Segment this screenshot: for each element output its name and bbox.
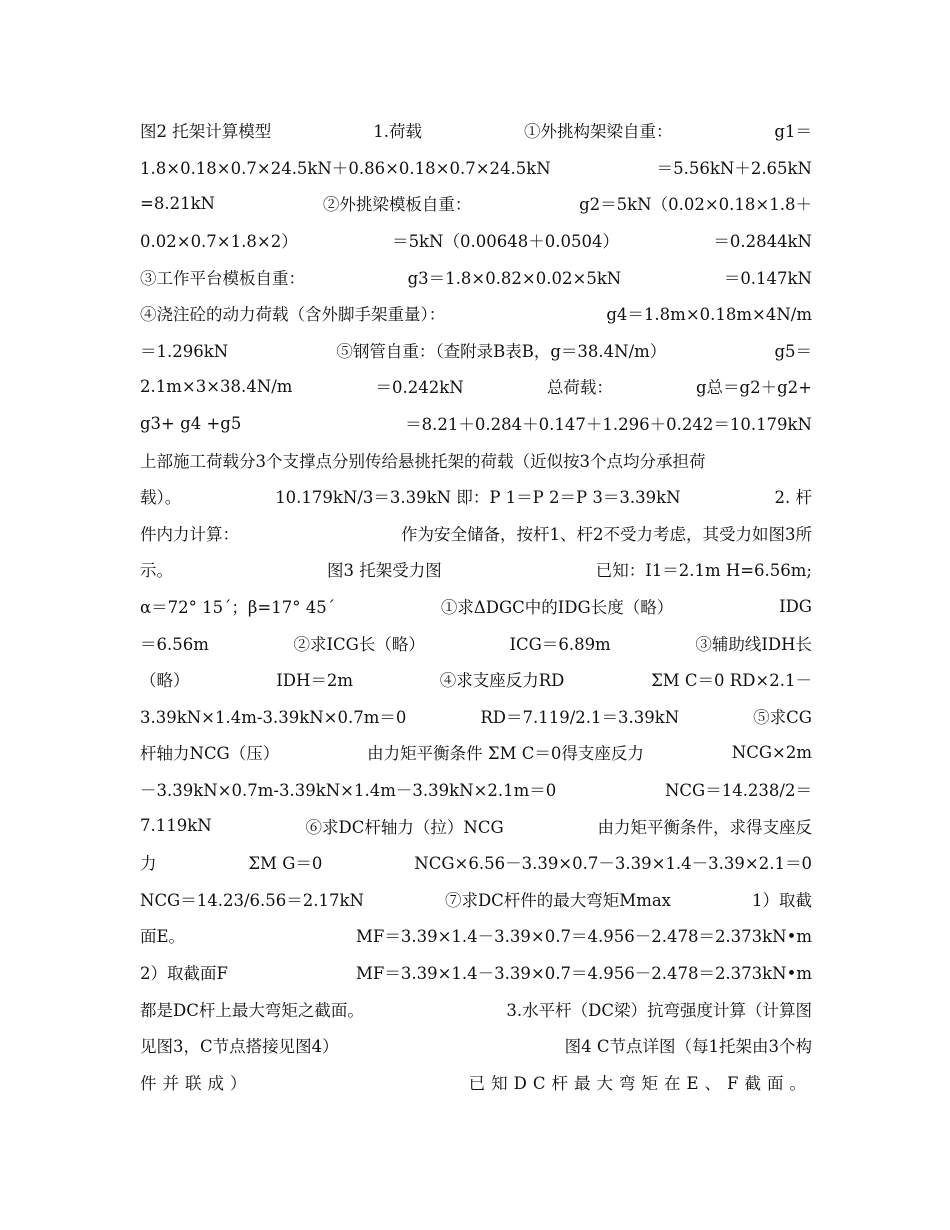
text-fragment: ＝5.56kN＋2.65kN — [656, 158, 812, 178]
text-fragment: 3.39kN×1.4m-3.39kN×0.7m＝0 — [140, 707, 407, 727]
text-fragment: ③辅助线IDH长 — [695, 634, 812, 654]
text-fragment: ⑥求DC杆轴力（拉）NCG — [305, 817, 504, 837]
text-fragment: ⑦求DC杆件的最大弯矩Mmax — [444, 890, 671, 910]
text-line — [140, 624, 812, 661]
text-fragment: 已知DC杆最大弯矩在E、F截面。 — [468, 1073, 812, 1093]
text-fragment: 见图3，C节点搭接见图4） — [140, 1037, 339, 1057]
text-fragment: 10.179kN/3＝3.39kN 即：P 1＝P 2＝P 3＝3.39kN — [275, 488, 681, 508]
text-fragment: g4＝1.8m×0.18m×4N/m — [606, 305, 812, 325]
text-line — [140, 880, 812, 917]
text-fragment: 作为安全储备，按杆1、杆2不受力考虑，其受力如图3所 — [401, 524, 812, 544]
text-fragment: 力 — [140, 854, 157, 874]
text-fragment: 2）取截面F — [140, 963, 228, 983]
text-fragment: NCG×6.56－3.39×0.7－3.39×1.4－3.39×2.1＝0 — [414, 854, 812, 874]
text-fragment: IDG — [779, 596, 812, 616]
text-line — [140, 515, 812, 552]
text-fragment: ⑤求CG — [753, 707, 812, 727]
text-line — [140, 917, 812, 954]
text-fragment: NCG＝14.238/2＝ — [664, 780, 812, 800]
text-fragment: =8.21kN — [140, 193, 215, 213]
text-fragment: 上部施工荷载分3个支撑点分别传给悬挑托架的荷载（近似按3个点均分承担荷 — [140, 451, 706, 471]
text-fragment: ＝8.21＋0.284＋0.147＋1.296＋0.242＝10.179kN — [405, 415, 812, 435]
text-fragment: 由力矩平衡条件，求得支座反 — [597, 817, 812, 837]
text-fragment: ＝5kN（0.00648＋0.0504） — [392, 232, 619, 252]
text-fragment: α＝72° 15´；β=17° 45´ — [140, 598, 335, 618]
text-line — [140, 990, 812, 1027]
text-fragment: ＝0.2844kN — [713, 232, 812, 252]
text-fragment: NCG×2m — [731, 742, 812, 762]
text-fragment: （略） — [140, 671, 190, 691]
text-fragment: ④求支座反力RD — [439, 671, 565, 691]
text-fragment: 3.水平杆（DC梁）抗弯强度计算（计算图 — [506, 1000, 812, 1020]
text-fragment: g1＝ — [774, 122, 812, 142]
text-fragment: g2＝5kN（0.02×0.18×1.8＋ — [579, 195, 812, 215]
text-line — [140, 441, 812, 478]
text-fragment: g总＝g2＋g2+ — [695, 378, 812, 398]
text-line — [140, 954, 812, 991]
text-line — [140, 734, 812, 771]
text-fragment: ②外挑梁模板自重： — [322, 195, 472, 215]
text-fragment: 面E。 — [140, 927, 186, 947]
text-fragment: 2. 杆 — [774, 488, 812, 508]
text-fragment: 示。 — [140, 561, 173, 581]
text-fragment: 1.荷载 — [373, 122, 422, 142]
text-fragment: 2.1m×3×38.4N/m — [140, 376, 293, 396]
text-fragment: －3.39kN×0.7m-3.39kN×1.4m－3.39kN×2.1m＝0 — [140, 780, 557, 800]
text-line — [140, 332, 812, 369]
text-fragment: 图3 托架受力图 — [326, 561, 442, 581]
text-line — [140, 112, 812, 149]
text-fragment: RD＝7.119/2.1＝3.39kN — [480, 707, 680, 727]
text-fragment: ＝0.147kN — [723, 268, 812, 288]
text-line — [140, 258, 812, 295]
text-line — [140, 368, 812, 405]
text-line — [140, 1063, 812, 1100]
text-line — [140, 844, 812, 881]
text-fragment: 件并联成） — [140, 1073, 253, 1093]
text-fragment: 由力矩平衡条件 ΣM C＝0得支座反力 — [367, 744, 644, 764]
text-fragment: MF＝3.39×1.4－3.39×0.7＝4.956－2.478＝2.373kN•m — [356, 963, 812, 983]
text-fragment: g3＝1.8×0.82×0.02×5kN — [407, 268, 622, 288]
text-fragment: 总荷载： — [546, 378, 613, 398]
text-fragment: 图2 托架计算模型 — [140, 122, 272, 142]
text-fragment: 1）取截 — [752, 890, 812, 910]
text-fragment: 都是DC杆上最大弯矩之截面。 — [140, 1000, 364, 1020]
text-fragment: 1.8×0.18×0.7×24.5kN＋0.86×0.18×0.7×24.5kN — [140, 158, 551, 178]
text-fragment: 件内力计算： — [140, 524, 239, 544]
text-fragment: 0.02×0.7×1.8×2） — [140, 232, 298, 252]
text-fragment: ΣM C＝0 RD×2.1－ — [651, 671, 812, 691]
text-line — [140, 295, 812, 332]
text-line — [140, 478, 812, 515]
text-fragment: ⑤钢管自重：（查附录B表B，g＝38.4N/m） — [336, 341, 667, 361]
text-fragment: ＝1.296kN — [140, 341, 229, 361]
text-fragment: ＝6.56m — [140, 634, 209, 654]
text-line — [140, 405, 812, 442]
text-fragment: 已知：I1＝2.1m H=6.56m; — [595, 561, 812, 581]
text-fragment: 载）。 — [140, 488, 182, 508]
text-fragment: MF＝3.39×1.4－3.39×0.7＝4.956－2.478＝2.373kN•m — [356, 927, 812, 947]
text-fragment: ①外挑构架梁自重： — [523, 122, 673, 142]
text-fragment: g3+ g4 +g5 — [140, 413, 242, 433]
text-line — [140, 661, 812, 698]
text-fragment: ②求ICG长（略） — [293, 634, 425, 654]
text-fragment: 图4 C节点详图（每1托架由3个构 — [564, 1037, 812, 1057]
text-fragment: 杆轴力NCG（压） — [140, 744, 280, 764]
text-line — [140, 698, 812, 735]
text-fragment: ＝0.242kN — [375, 378, 464, 398]
text-fragment: IDH＝2m — [276, 671, 353, 691]
text-fragment: 7.119kN — [140, 816, 212, 836]
document-body — [140, 112, 812, 1100]
text-fragment: NCG＝14.23/6.56＝2.17kN — [140, 890, 364, 910]
text-line — [140, 771, 812, 808]
text-line — [140, 185, 812, 222]
text-fragment: ①求ΔDGC中的IDG长度（略） — [440, 598, 674, 618]
text-line — [140, 807, 812, 844]
text-line — [140, 588, 812, 625]
text-line — [140, 222, 812, 259]
text-fragment: g5＝ — [774, 341, 812, 361]
text-fragment: ④浇注砼的动力荷载（含外脚手架重量）： — [140, 305, 446, 325]
text-line — [140, 551, 812, 588]
text-fragment: ΣM G＝0 — [248, 854, 323, 874]
text-fragment: ③工作平台模板自重： — [140, 268, 305, 288]
text-fragment: ICG＝6.89m — [509, 634, 611, 654]
text-line — [140, 149, 812, 186]
text-line — [140, 1027, 812, 1064]
